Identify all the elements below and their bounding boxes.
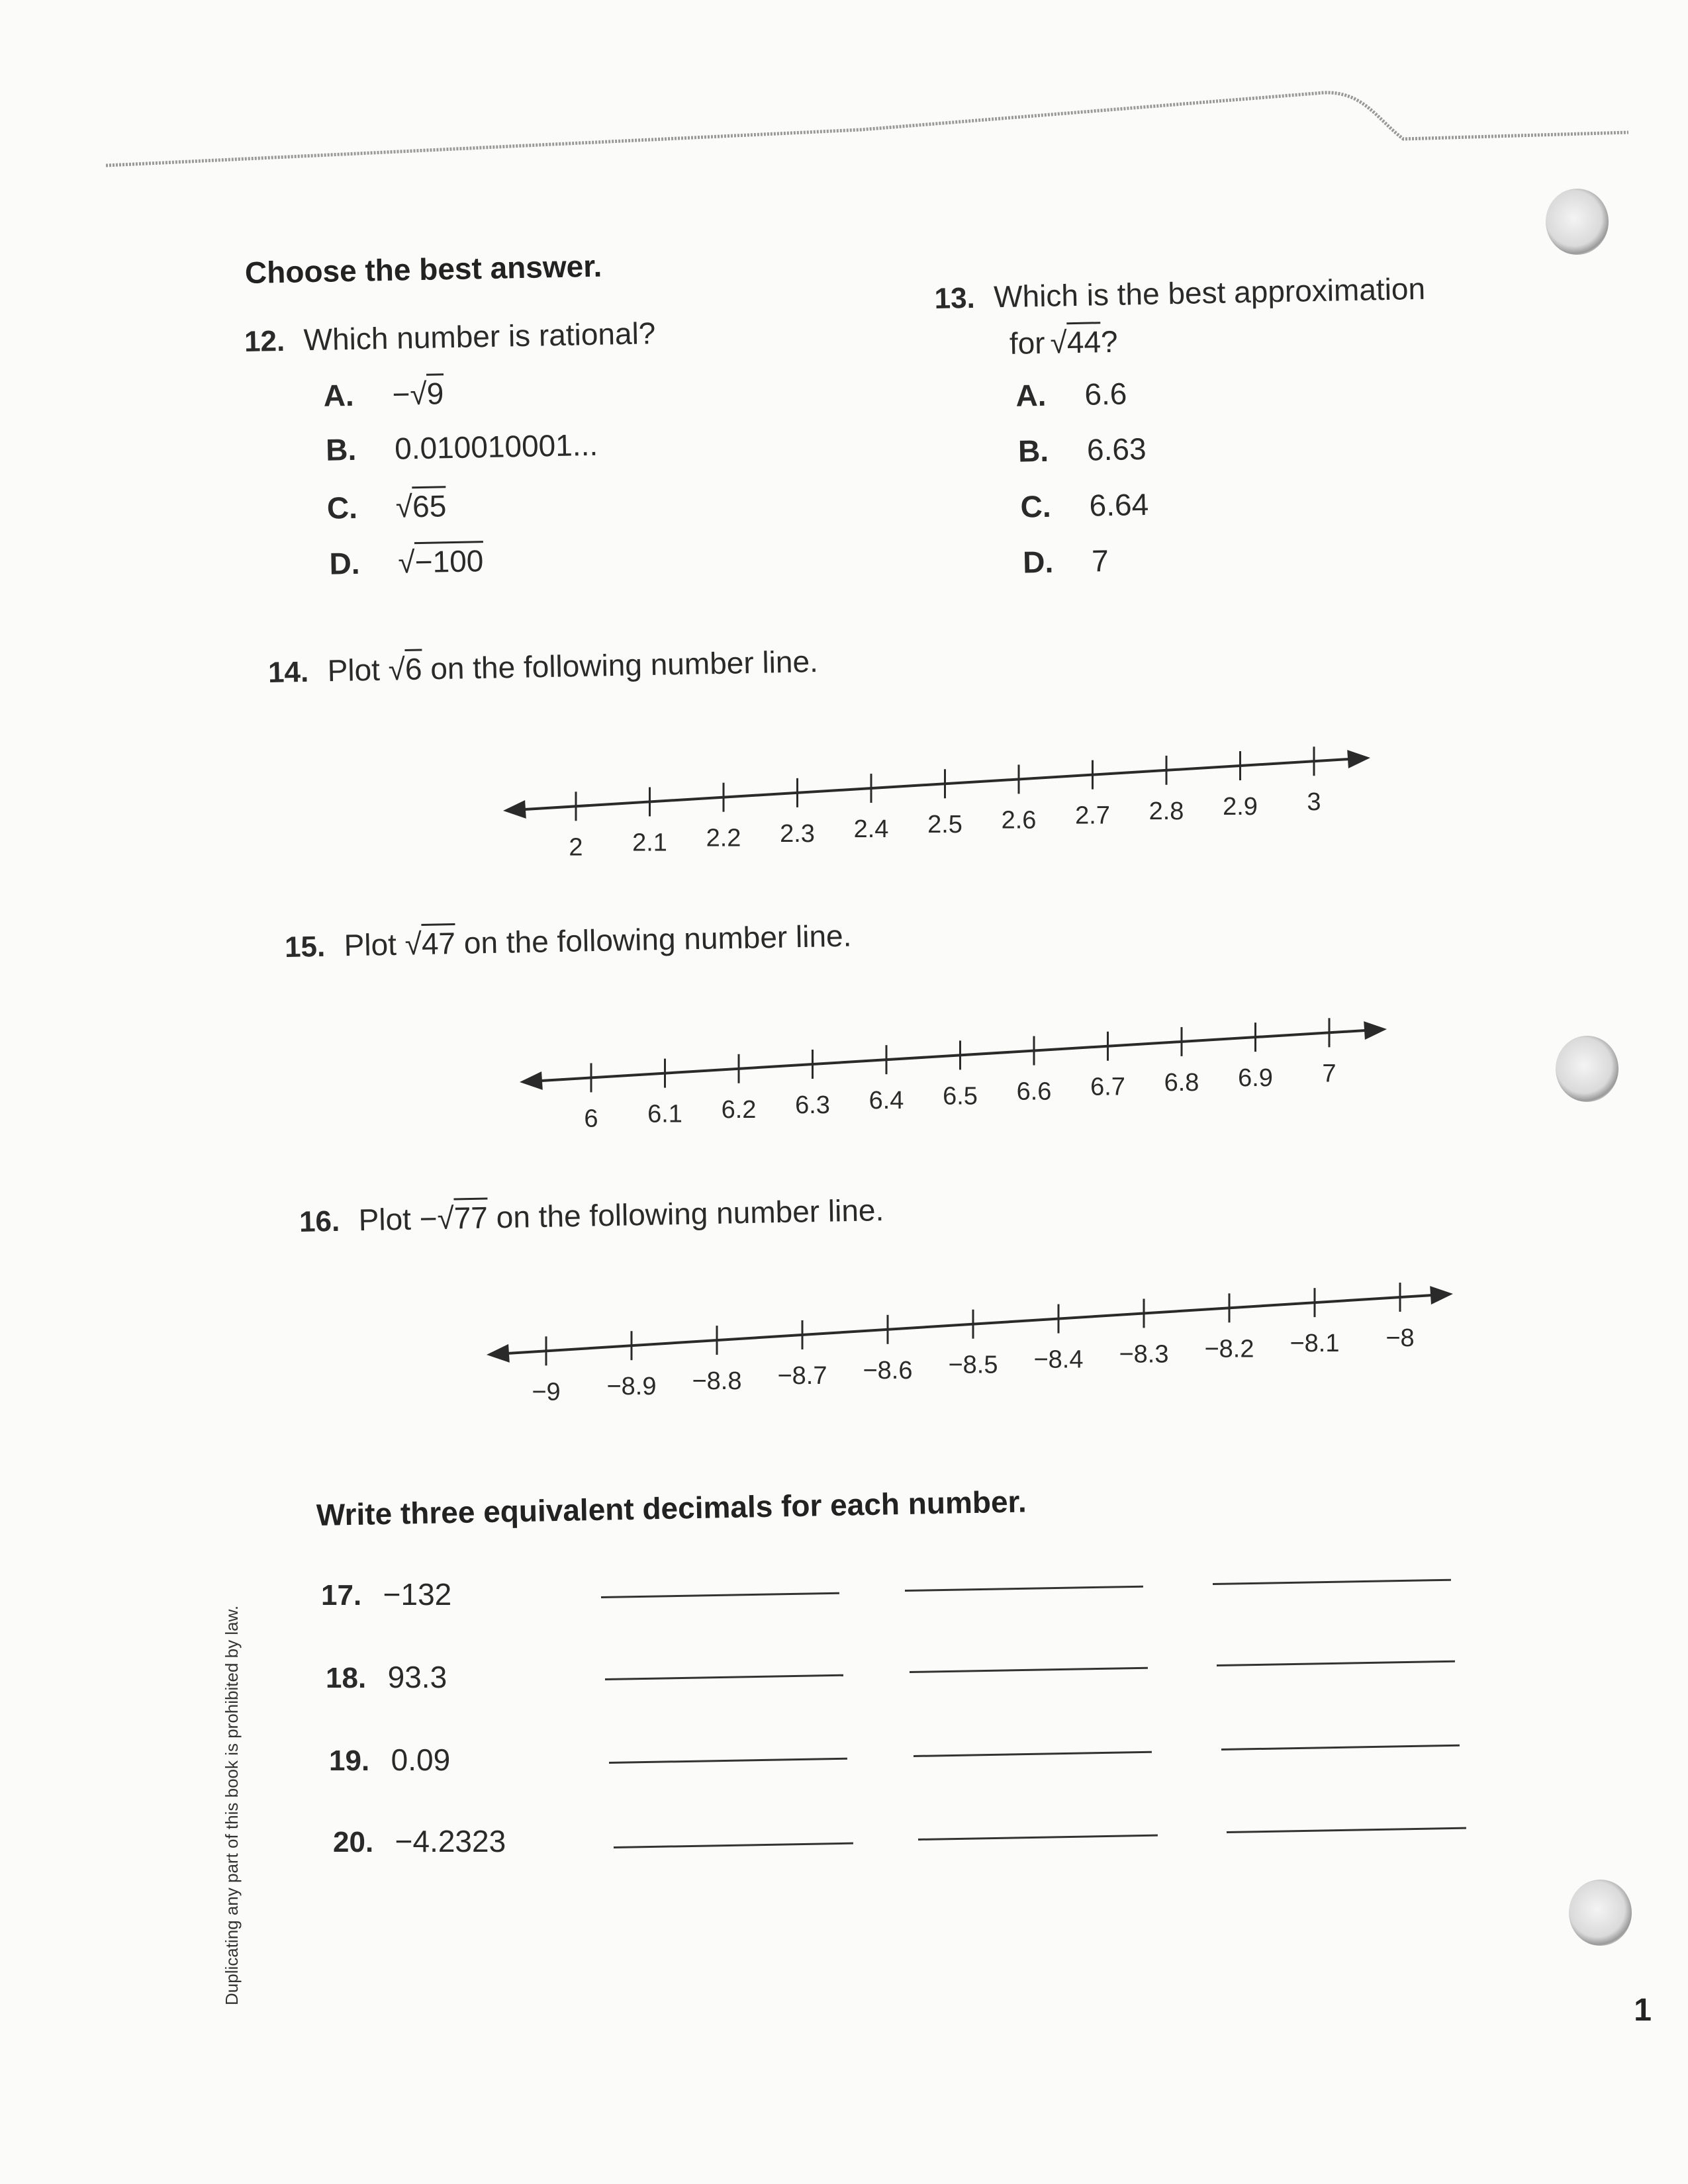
question-16: [299, 1190, 884, 1239]
section-heading-choose: Choose the best answer.: [244, 248, 602, 290]
radicand: 44: [1066, 322, 1101, 359]
arrow-left-icon: [503, 800, 526, 819]
item-number: 18.: [326, 1662, 367, 1694]
answer-option-d[interactable]: [1023, 543, 1109, 580]
item-number: 17.: [321, 1579, 362, 1612]
tick-label: −8.7: [777, 1361, 827, 1390]
item-18: [326, 1659, 447, 1695]
option-letter: A.: [323, 377, 355, 413]
item-value: −132: [383, 1577, 452, 1612]
answer-blank-17-1[interactable]: [601, 1592, 839, 1598]
option-value: 6.6: [1084, 376, 1127, 412]
tick-label: 7: [1322, 1060, 1336, 1088]
arrow-left-icon: [487, 1344, 510, 1363]
answer-option-c[interactable]: [326, 486, 446, 525]
item-19: [329, 1742, 450, 1778]
sqrt-icon: √: [388, 652, 406, 687]
question-mark: ?: [1100, 324, 1119, 359]
tick-label: 2.7: [1075, 801, 1110, 830]
sqrt-icon: √: [437, 1201, 455, 1236]
tick-label: 6.9: [1238, 1064, 1273, 1093]
option-value: 0.010010001...: [394, 427, 598, 466]
radical-prefix: −: [419, 1201, 438, 1236]
question-number: 13.: [934, 281, 976, 316]
question-number: 15.: [284, 930, 326, 964]
question-number: 12.: [244, 324, 285, 359]
question-14: [267, 641, 818, 690]
sqrt-icon: √: [395, 489, 413, 524]
radical-expression: [388, 649, 422, 688]
answer-blank-17-3[interactable]: [1213, 1579, 1451, 1585]
option-letter: D.: [329, 545, 361, 581]
tick-label: 6.7: [1090, 1073, 1125, 1101]
question-12: [244, 296, 712, 582]
plot-instruction: on the following number line.: [463, 918, 852, 960]
binder-hole-bottom: [1569, 1880, 1632, 1946]
number-line-15[interactable]: [506, 1003, 1400, 1135]
option-value: 6.64: [1089, 486, 1149, 523]
tick-label: −8.4: [1033, 1345, 1084, 1374]
torn-edge-line: [0, 0, 1688, 172]
radicand: 6: [404, 649, 422, 686]
answer-option-b[interactable]: [1017, 431, 1147, 469]
tick-label: −8.9: [606, 1373, 657, 1401]
binder-hole-middle: [1556, 1036, 1618, 1102]
answer-blank-20-1[interactable]: [614, 1843, 853, 1848]
tick-label: −8: [1385, 1324, 1415, 1353]
answer-option-b[interactable]: [326, 427, 598, 468]
answer-blank-19-3[interactable]: [1221, 1745, 1460, 1751]
tick-label: −8.5: [948, 1351, 998, 1379]
item-20: [333, 1823, 506, 1859]
radical-expression: [395, 486, 447, 524]
sqrt-icon: √: [409, 376, 428, 412]
plot-word: Plot: [327, 652, 381, 688]
option-value: 7: [1091, 543, 1109, 578]
page-number: 1: [1634, 1993, 1652, 2028]
answer-blank-18-3[interactable]: [1217, 1661, 1455, 1666]
question-text-line2: for: [1009, 325, 1046, 361]
number-line-16[interactable]: [473, 1274, 1466, 1406]
plot-instruction: on the following number line.: [496, 1193, 884, 1235]
option-letter: C.: [1020, 488, 1052, 524]
tick-label: 6.3: [795, 1091, 830, 1119]
answer-blank-19-2[interactable]: [914, 1751, 1152, 1757]
tick-label: 2.5: [927, 811, 962, 839]
sqrt-icon: √: [397, 545, 416, 580]
option-letter: B.: [1017, 433, 1049, 469]
item-value: 93.3: [387, 1660, 447, 1694]
item-17: [321, 1576, 451, 1612]
tick-label: 6: [584, 1105, 598, 1133]
item-number: 19.: [329, 1745, 370, 1777]
tick-label: 3: [1307, 788, 1321, 817]
radicand: 77: [453, 1198, 488, 1236]
tick-label: 2.4: [853, 815, 889, 844]
answer-option-a[interactable]: [1015, 375, 1127, 413]
tick-label: 6.2: [721, 1095, 757, 1124]
answer-option-d[interactable]: [329, 541, 484, 581]
item-value: −4.2323: [395, 1824, 506, 1858]
tick-label: 6.8: [1164, 1068, 1199, 1097]
sqrt-icon: √: [1050, 325, 1068, 360]
question-number: 14.: [267, 655, 309, 689]
tick-label: 2.8: [1149, 797, 1184, 825]
tick-label: 2.6: [1001, 806, 1037, 835]
arrow-right-icon: [1364, 1021, 1387, 1040]
answer-option-c[interactable]: [1020, 486, 1149, 525]
tick-label: −8.3: [1119, 1340, 1169, 1369]
arrow-right-icon: [1347, 750, 1370, 768]
option-letter: C.: [326, 490, 358, 525]
plot-word: Plot: [344, 927, 397, 963]
section-heading-equivalent-decimals: Write three equivalent decimals for each number.: [316, 1484, 1027, 1532]
plot-instruction: on the following number line.: [430, 644, 819, 686]
tick-label: 6.5: [943, 1082, 978, 1111]
tick-label: 2.1: [632, 829, 667, 857]
tick-label: 6.1: [647, 1100, 682, 1128]
tick-label: −8.2: [1204, 1335, 1254, 1363]
question-13: [933, 251, 1469, 580]
tick-label: −8.1: [1289, 1330, 1340, 1358]
question-text-line1: Which is the best approximation: [993, 271, 1426, 314]
radicand: 9: [426, 373, 444, 410]
question-number: 16.: [299, 1205, 340, 1238]
tick-label: 2.3: [780, 819, 815, 848]
option-letter: A.: [1015, 377, 1047, 413]
answer-blank-20-3[interactable]: [1227, 1827, 1466, 1833]
item-value: 0.09: [391, 1743, 451, 1777]
question-text: Which number is rational?: [303, 316, 656, 357]
radical-expression: [410, 373, 444, 412]
radical-expression: [437, 1198, 489, 1236]
tick-label: −8.6: [863, 1356, 913, 1385]
tick-label: 2: [569, 833, 583, 862]
answer-blank-20-2[interactable]: [918, 1835, 1158, 1841]
radical-expression: [1050, 322, 1102, 360]
answer-blank-19-1[interactable]: [609, 1758, 847, 1764]
tick-label: 2.9: [1223, 793, 1258, 821]
copyright-notice: Duplicating any part of this book is prohibited by law.: [222, 1605, 242, 2005]
question-15: [284, 916, 851, 964]
radicand: −100: [414, 541, 484, 579]
tick-label: 6.4: [868, 1087, 904, 1115]
radicand: 65: [412, 486, 447, 523]
arrow-left-icon: [520, 1071, 543, 1090]
option-letter: B.: [325, 432, 357, 467]
tick-label: 2.2: [706, 824, 741, 852]
sqrt-icon: √: [404, 927, 422, 962]
radical-expression: [398, 541, 484, 580]
plot-word: Plot: [358, 1201, 412, 1238]
tick-label: −8.8: [692, 1367, 742, 1396]
radicand: 47: [421, 923, 455, 961]
arrow-right-icon: [1430, 1286, 1453, 1304]
answer-blank-18-1[interactable]: [605, 1674, 843, 1680]
option-prefix: −: [392, 377, 410, 412]
answer-blank-17-2[interactable]: [905, 1586, 1143, 1592]
tick-label: −9: [532, 1378, 561, 1406]
answer-option-a[interactable]: [323, 373, 444, 413]
number-line-14[interactable]: [490, 731, 1383, 864]
radical-expression: [404, 923, 456, 962]
item-number: 20.: [333, 1826, 374, 1858]
option-letter: D.: [1022, 544, 1054, 580]
option-value: 6.63: [1086, 431, 1147, 467]
tick-label: 6.6: [1016, 1077, 1052, 1106]
binder-hole-top: [1546, 189, 1609, 255]
answer-blank-18-2[interactable]: [910, 1667, 1148, 1673]
